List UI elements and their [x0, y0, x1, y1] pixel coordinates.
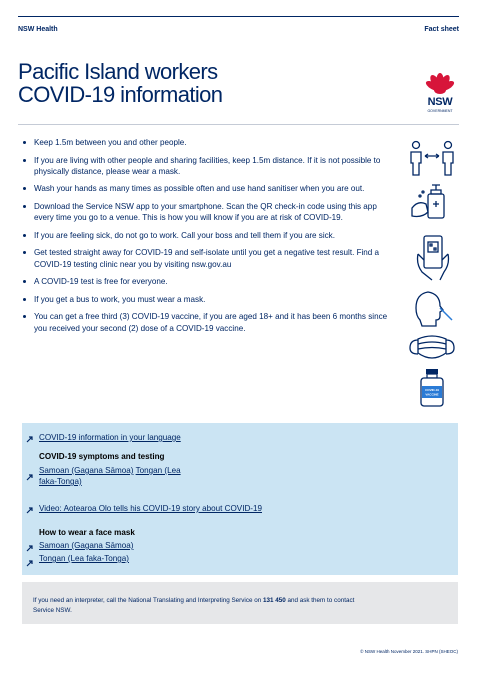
logo-text: NSW — [427, 96, 453, 108]
video-link[interactable]: Video: Aotearoa Olo tells his COVID-19 story about COVID-19 — [39, 504, 262, 513]
advice-list — [22, 137, 392, 340]
symptoms-samoan-link[interactable]: Samoan (Gagana Sāmoa) — [39, 466, 134, 475]
link-arrow-icon — [26, 435, 34, 443]
phone-qr-icon — [402, 232, 462, 282]
interpreter-text-end: and ask them to contact — [285, 597, 355, 604]
svg-text:VACCINE: VACCINE — [425, 392, 439, 397]
list-item: Keep 1.5m between you and other people. — [22, 137, 392, 148]
list-item: If you are feeling sick, do not go to work. Call your boss and tell them if you are sick. — [22, 230, 392, 241]
list-item: A COVID-19 test is free for everyone. — [22, 276, 392, 287]
list-item: If you get a bus to work, you must wear a mask. — [22, 294, 392, 305]
symptoms-tongan-link[interactable]: Tongan (Lea — [135, 466, 181, 475]
waratah-icon — [421, 70, 459, 96]
language-info-link[interactable]: COVID-19 information in your language — [39, 433, 181, 442]
org-name: NSW Health — [18, 26, 58, 33]
link-arrow-icon — [26, 473, 34, 481]
interpreter-box — [22, 582, 458, 624]
interpreter-line-2: Service NSW. — [33, 607, 72, 614]
resources-box — [22, 423, 458, 575]
list-item: You can get a free third (3) COVID-19 vaccine, if you are aged 18+ and it has been 6 months since you received your second (2) dose of a COVID-19 vaccine. — [22, 311, 392, 333]
list-item: Get tested straight away for COVID-19 and self-isolate until you get a negative test result. Find a COVID-19 testing clinic near you by visiting nsw.gov.au — [22, 247, 392, 269]
vaccine-vial-icon — [402, 368, 462, 408]
link-arrow-icon — [26, 559, 34, 567]
interpreter-number: 131 450 — [262, 597, 286, 604]
mask-heading: How to wear a face mask — [39, 528, 135, 537]
top-bar — [18, 16, 459, 40]
mask-tongan-link[interactable]: Tongan (Lea faka-Tonga) — [39, 554, 129, 563]
interpreter-line-1 — [33, 596, 448, 606]
symptoms-tongan-link-cont[interactable]: faka-Tonga) — [39, 477, 82, 486]
list-item: If you are living with other people and sharing facilities, keep 1.5m distance. If it is not possible to physically distance, please wear a mask. — [22, 155, 392, 177]
distancing-icon — [402, 140, 462, 176]
interpreter-text: If you need an interpreter, call the National Translating and Interpreting Service on — [33, 597, 263, 604]
hand-sanitiser-icon — [402, 182, 462, 222]
face-mask-icon — [402, 334, 462, 362]
mask-samoan-link[interactable]: Samoan (Gagana Sāmoa) — [39, 541, 134, 550]
link-arrow-icon — [26, 506, 34, 514]
title-line-2: COVID-19 information — [18, 82, 223, 107]
nsw-government-logo — [421, 70, 459, 122]
title-line-1: Pacific Island workers — [18, 59, 218, 84]
nose-swab-icon — [402, 288, 462, 328]
symptoms-heading: COVID-19 symptoms and testing — [39, 452, 165, 461]
svg-text:COVID-19: COVID-19 — [425, 388, 439, 392]
logo-subtext: GOVERNMENT — [427, 109, 453, 113]
list-item: Download the Service NSW app to your smartphone. Scan the QR check-in code using this app every time you go to a venue. This is how you will know if you are at risk of COVID-19. — [22, 201, 392, 223]
list-item: Wash your hands as many times as possible often and use hand sanitiser when you are out. — [22, 183, 392, 194]
divider — [18, 124, 459, 125]
page-title — [18, 60, 222, 106]
doc-type: Fact sheet — [424, 26, 459, 33]
link-arrow-icon — [26, 544, 34, 552]
copyright: © NSW Health November 2021. SHPN (SHEOC) — [360, 649, 458, 654]
